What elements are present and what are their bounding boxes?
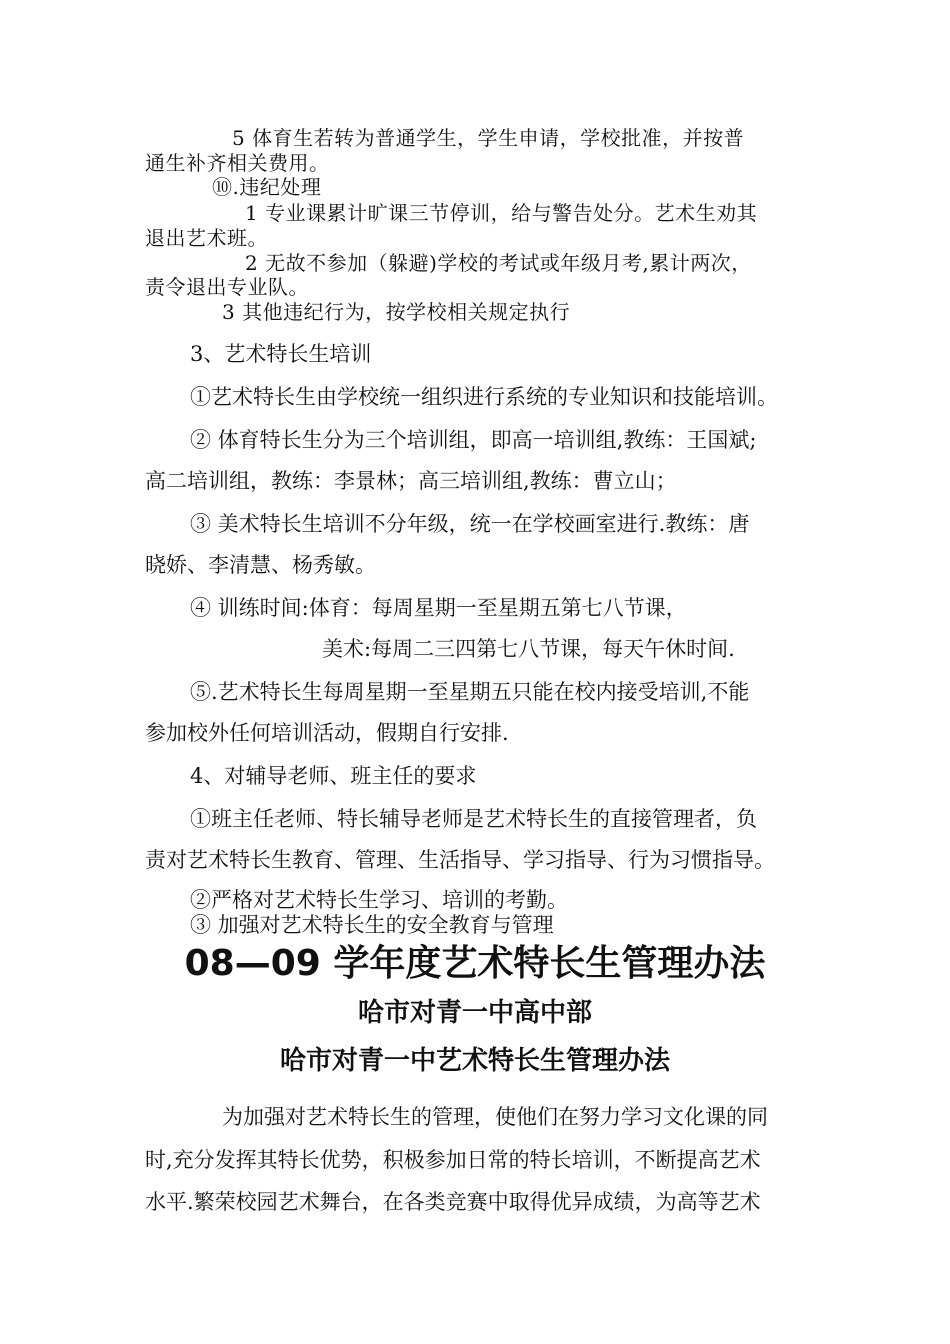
section4-p3: ③ 加强对艺术特长生的安全教育与管理 [190,913,554,937]
discipline-item1-line1: 1 专业课累计旷课三节停训，给与警告处分。艺术生劝其 [245,201,758,225]
section4-p2: ②严格对艺术特长生学习、培训的考勤。 [190,888,568,912]
section4-p1-line1: ①班主任老师、特长辅导老师是艺术特长生的直接管理者，负 [190,807,757,831]
intro-line1: 为加强对艺术特长生的管理，使他们在努力学习文化课的同 [222,1105,768,1129]
section3-p4-line1: ④ 训练时间:体育：每周星期一至星期五第七八节课， [190,596,687,620]
section3-p2-line1: ② 体育特长生分为三个培训组，即高一培训组,教练：王国斌; [190,428,757,452]
section3-p4-line2: 美术:每周二三四第七八节课，每天午休时间. [322,637,735,661]
item5-line2: 通生补齐相关费用。 [145,151,330,175]
intro-line3: 水平.繁荣校园艺术舞台，在各类竞赛中取得优异成绩，为高等艺术 [145,1190,761,1214]
section3-p5-line1: ⑤.艺术特长生每周星期一至星期五只能在校内接受培训,不能 [190,680,750,704]
section3-heading: 3、艺术特长生培训 [190,342,372,366]
section3-p3-line2: 晓娇、李清慧、杨秀敏。 [145,553,376,577]
item5-line1: 5 体育生若转为普通学生，学生申请，学校批准，并按普 [232,126,745,150]
intro-line2: 时,充分发挥其特长优势，积极参加日常的特长培训，不断提高艺术 [145,1148,761,1172]
discipline-item3: 3 其他违纪行为，按学校相关规定执行 [222,300,571,324]
section4-heading: 4、对辅导老师、班主任的要求 [190,764,477,788]
discipline-item1-line2: 退出艺术班。 [145,226,268,250]
school-title: 哈市对青一中高中部 [357,998,592,1028]
discipline-item2-line2: 责令退出专业队。 [145,275,309,299]
document-main-title: 08—09 学年度艺术特长生管理办法 [184,943,766,984]
section3-p2-line2: 高二培训组，教练：李景林；高三培训组,教练：曹立山； [145,469,677,493]
section3-p5-line2: 参加校外任何培训活动，假期自行安排. [145,721,509,745]
section3-p1: ①艺术特长生由学校统一组织进行系统的专业知识和技能培训。 [190,385,778,409]
discipline-heading: ⑩.违纪处理 [212,175,322,199]
document-subtitle: 哈市对青一中艺术特长生管理办法 [279,1046,670,1076]
section4-p1-line2: 责对艺术特长生教育、管理、生活指导、学习指导、行为习惯指导。 [145,848,775,872]
section3-p3-line1: ③ 美术特长生培训不分年级，统一在学校画室进行.教练：唐 [190,512,750,536]
discipline-item2-line1: 2 无故不参加（躲避)学校的考试或年级月考,累计两次， [245,251,752,275]
